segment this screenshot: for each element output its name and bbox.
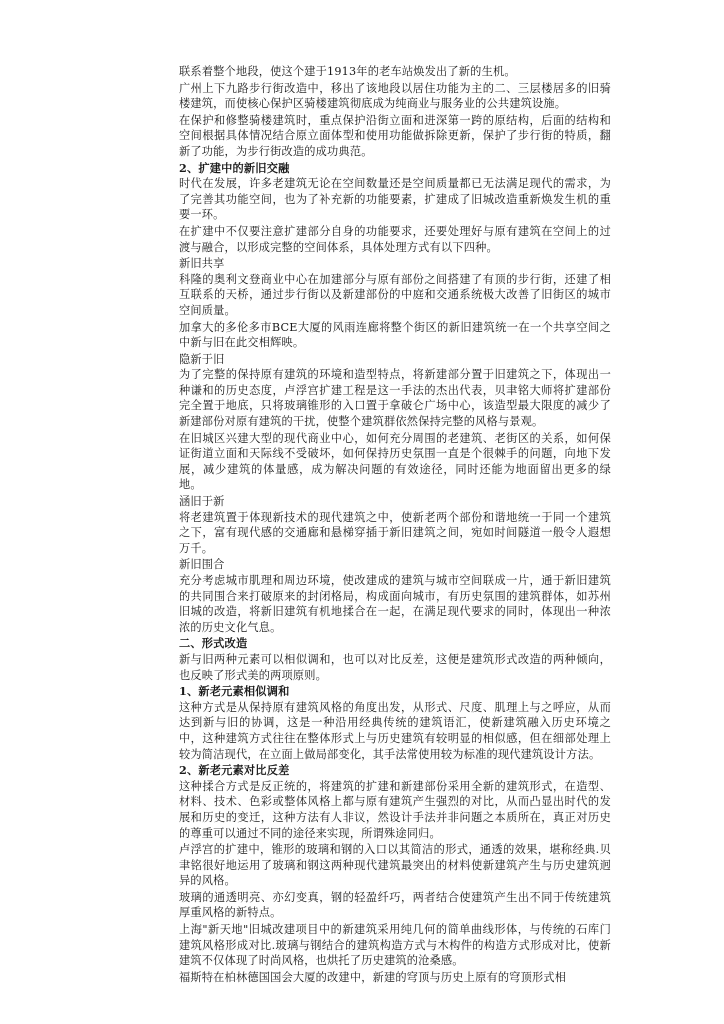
paragraph: 加拿大的多伦多市BCE大厦的风雨连廊将整个街区的新旧建筑统一在一个共享空间之中新与旧在此交相辉映。 bbox=[179, 320, 611, 350]
paragraph: 时代在发展，许多老建筑无论在空间数量还是空间质量都已无法满足现代的需求，为了完善其功能空间，也为了补充新的功能要素，扩建成了旧城改造重新焕发生机的重要一环。 bbox=[179, 177, 611, 222]
document-page bbox=[179, 64, 611, 986]
paragraph: 上海"新天地"旧城改建项目中的新建筑采用纯几何的简单曲线形体，与传统的石库门建筑风格形成对比.玻璃与钢结合的建筑构造方式与木构件的构造方式形成对比，使新建筑不仅体现了时尚风格，也烘托了历史建筑的沧桑感。 bbox=[179, 923, 611, 968]
paragraph: 科隆的奥利文登商业中心在加建部分与原有部份之间搭建了有顶的步行街，还建了相互联系的天桥，通过步行街以及新建部份的中庭和交通系统极大改善了旧街区的城市空间质量。 bbox=[179, 272, 611, 317]
paragraph: 在旧城区兴建大型的现代商业中心，如何充分周围的老建筑、老街区的关系，如何保证街道立面和天际线不受破坏，如何保持历史氛围一直是个很棘手的问题，向地下发展，减少建筑的体量感，成为解决问题的有效途径，同时还能为地面留出更多的绿地。 bbox=[179, 431, 611, 492]
paragraph: 广州上下九路步行街改造中，移出了该地段以居住功能为主的二、三层楼居多的旧骑楼建筑，而使核心保护区骑楼建筑彻底成为纯商业与服务业的公共建筑设施。 bbox=[179, 81, 611, 111]
subsection-title: 隐新于旧 bbox=[179, 352, 225, 366]
paragraph: 充分考虑城市肌理和周边环境，使改建成的建筑与城市空间联成一片，通于新旧建筑的共同围合来打破原来的封闭格局，构成面向城市，有历史氛围的建筑群体，如苏州旧城的改造，将新旧建筑有机地揉合在一起，在满足现代要求的同时，体现出一种浓浓的历史文化气息。 bbox=[179, 574, 611, 634]
paragraph: 这种方式是从保持原有建筑风格的角度出发，从形式、尺度、肌理上与之呼应，从而达到新与旧的协调，这是一种沿用经典传统的建筑语汇，使新建筑融入历史环境之中，这种建筑方式往往在整体形式上与历史建筑有较明显的相似感，但在细部处理上较为简洁现代，在立面上做局部变化，其手法常使用较为标准的现代建筑设计方法。 bbox=[179, 700, 611, 761]
section-heading: 二、形式改造 bbox=[179, 636, 248, 651]
paragraph: 这种揉合方式是反正统的，将建筑的扩建和新建部份采用全新的建筑形式，在造型、材料、技术、色彩或整体风格上都与原有建筑产生强烈的对比，从而凸显出时代的发展和历史的变迁，这种方法有人非议，然设计手法并非问题之本质所在，真正对历史的尊重可以通过不同的途径来实现，所谓殊途同归。 bbox=[179, 779, 611, 840]
paragraph: 在保护和修整骑楼建筑时，重点保护沿街立面和进深第一跨的原结构，后面的结构和空间根据具体情况结合原立面体型和使用功能做拆除更新，保护了步行街的特质，翻新了功能，为步行街改造的成功典范。 bbox=[179, 113, 611, 158]
paragraph: 将老建筑置于体现新技术的现代建筑之中，使新老两个部份和谐地统一于同一个建筑之下，富有现代感的交通廊和悬梯穿插于新旧建筑之间，宛如时间隧道一般令人遐想万千。 bbox=[179, 510, 611, 555]
paragraph: 新与旧两种元素可以相似调和，也可以对比反差，这便是建筑形式改造的两种倾向，也反映了形式美的两项原则。 bbox=[179, 652, 611, 682]
section-heading: 1、新老元素相似调和 bbox=[179, 684, 290, 699]
paragraph: 联系着整个地段，使这个建于1913年的老车站焕发出了新的生机。 bbox=[179, 65, 516, 78]
paragraph: 玻璃的通透明亮、亦幻变真，钢的轻盈纤巧，两者结合使建筑产生出不同于传统建筑厚重风格的新特点。 bbox=[179, 890, 611, 920]
subsection-title: 涵旧于新 bbox=[179, 495, 225, 509]
paragraph: 为了完整的保持原有建筑的环境和造型特点，将新建部分置于旧建筑之下，体现出一种谦和的历史态度，卢浮宫扩建工程是这一手法的杰出代表，贝聿铭大师将扩建部份完全置于地底，只将玻璃锥形的入口置于拿破仑广场中心，该造型最大限度的减少了新建部份对原有建筑的干扰，使整个建筑群依然保持完整的风格与景观。 bbox=[179, 368, 611, 429]
paragraph: 福斯特在柏林德国国会大厦的改建中，新建的穹顶与历史上原有的穹顶形式相 bbox=[179, 970, 567, 984]
subsection-title: 新旧围合 bbox=[179, 558, 225, 572]
section-heading: 2、新老元素对比反差 bbox=[179, 763, 290, 778]
section-heading: 2、扩建中的新旧交融 bbox=[179, 160, 290, 175]
subsection-title: 新旧共享 bbox=[179, 257, 225, 271]
paragraph: 在扩建中不仅要注意扩建部分自身的功能要求，还要处理好与原有建筑在空间上的过渡与融合，以形成完整的空间体系，具体处理方式有以下四种。 bbox=[179, 224, 611, 254]
paragraph: 卢浮宫的扩建中，锥形的玻璃和钢的入口以其简洁的形式，通透的效果，堪称经典.贝聿铭很好地运用了玻璃和钢这两种现代建筑最突出的材料使新建筑产生与历史建筑迥异的风格。 bbox=[179, 843, 611, 888]
